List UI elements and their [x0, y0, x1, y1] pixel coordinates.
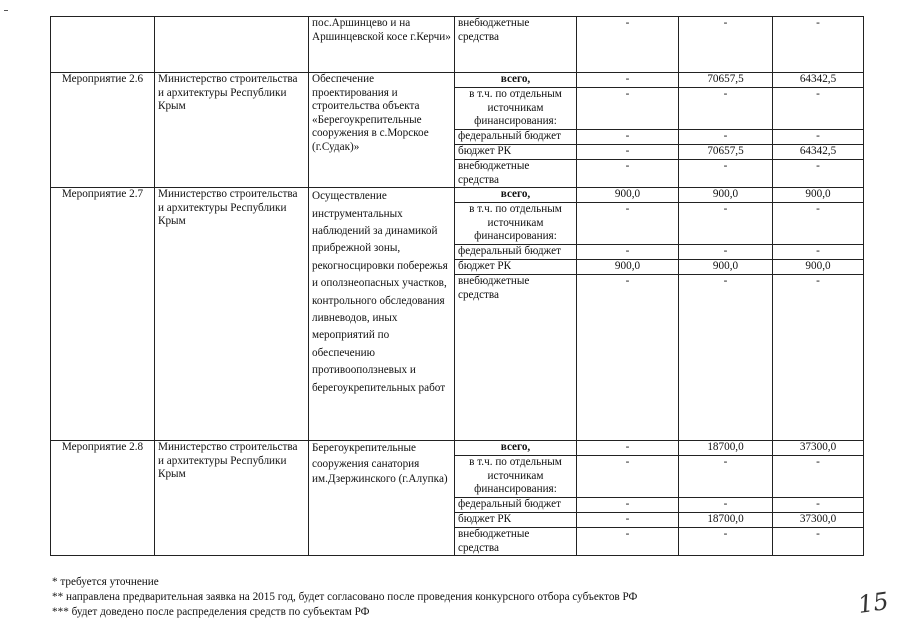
value-cell: 900,0 — [679, 188, 773, 203]
description-cell: Осуществление инструментальных наблюдений за динамикой прибрежной зоны, рекогносцировки побережья и оползнеопасных участков, контрольного обследования ливневодов, иных мероприятий по обеспечению противооползневых и берегоукрепительных работ — [309, 188, 455, 441]
value-cell: - — [679, 130, 773, 145]
value-cell: - — [577, 88, 679, 130]
source-cell: внебюджетные средства — [455, 528, 577, 556]
value-cell: - — [679, 245, 773, 260]
description-cell: Берегоукрепительные сооружения санатория им.Дзержинского (г.Алупка) — [309, 441, 455, 556]
page-number: 15 — [856, 587, 891, 619]
value-cell: - — [773, 456, 864, 498]
value-cell: - — [577, 275, 679, 441]
value-cell: 64342,5 — [773, 145, 864, 160]
value-cell: - — [679, 203, 773, 245]
executor-cell: Министерство строительства и архитектуры Республики Крым — [155, 73, 309, 188]
footnote: ** направлена предварительная заявка на 2015 год, будет согласовано после проведения конкурсного отбора субъектов РФ — [52, 591, 638, 603]
value-cell: - — [577, 203, 679, 245]
executor-cell: Министерство строительства и архитектуры Республики Крым — [155, 441, 309, 556]
source-cell: федеральный бюджет — [455, 130, 577, 145]
source-cell: бюджет РК — [455, 513, 577, 528]
value-cell: - — [773, 203, 864, 245]
value-cell: - — [773, 88, 864, 130]
source-cell: внебюджетные средства — [455, 160, 577, 188]
source-cell: федеральный бюджет — [455, 498, 577, 513]
event-cell — [51, 17, 155, 73]
value-cell: - — [577, 17, 679, 73]
financing-table — [50, 16, 864, 556]
value-cell: - — [679, 160, 773, 188]
executor-cell — [155, 17, 309, 73]
value-cell: - — [577, 130, 679, 145]
value-cell: - — [679, 528, 773, 556]
source-cell: внебюджетные средства — [455, 17, 577, 73]
executor-cell: Министерство строительства и архитектуры Республики Крым — [155, 188, 309, 441]
value-cell: 70657,5 — [679, 145, 773, 160]
scan-mark — [4, 10, 8, 11]
value-cell: - — [577, 528, 679, 556]
event-label: Мероприятие 2.7 — [51, 188, 155, 441]
value-cell: - — [773, 498, 864, 513]
source-cell: бюджет РК — [455, 145, 577, 160]
source-cell: бюджет РК — [455, 260, 577, 275]
value-cell: 18700,0 — [679, 513, 773, 528]
source-cell: в т.ч. по отдельным источникам финансирования: — [455, 203, 577, 245]
table-row — [51, 17, 864, 73]
table-row — [51, 188, 864, 203]
value-cell: 900,0 — [773, 188, 864, 203]
source-cell: всего, — [455, 441, 577, 456]
source-cell: в т.ч. по отдельным источникам финансирования: — [455, 456, 577, 498]
footnote: * требуется уточнение — [52, 576, 159, 588]
value-cell: - — [679, 498, 773, 513]
value-cell: - — [577, 245, 679, 260]
value-cell: - — [773, 245, 864, 260]
value-cell: - — [577, 456, 679, 498]
description-cell: Обеспечение проектирования и строительства объекта «Берегоукрепительные сооружения в с.Морское (г.Судак)» — [309, 73, 455, 188]
table-row — [51, 73, 864, 88]
footnotes — [52, 575, 637, 620]
table-row — [51, 441, 864, 456]
value-cell: - — [577, 498, 679, 513]
value-cell: - — [773, 130, 864, 145]
value-cell: - — [773, 528, 864, 556]
value-cell: 900,0 — [679, 260, 773, 275]
event-label: Мероприятие 2.6 — [51, 73, 155, 188]
value-cell: 37300,0 — [773, 441, 864, 456]
value-cell: 64342,5 — [773, 73, 864, 88]
event-label: Мероприятие 2.8 — [51, 441, 155, 556]
value-cell: - — [773, 275, 864, 441]
value-cell: 900,0 — [773, 260, 864, 275]
value-cell: - — [577, 441, 679, 456]
value-cell: - — [577, 73, 679, 88]
value-cell: - — [679, 275, 773, 441]
source-cell: всего, — [455, 188, 577, 203]
value-cell: 900,0 — [577, 260, 679, 275]
value-cell: - — [773, 160, 864, 188]
value-cell: 900,0 — [577, 188, 679, 203]
value-cell: - — [577, 145, 679, 160]
source-cell: всего, — [455, 73, 577, 88]
value-cell: - — [679, 456, 773, 498]
value-cell: - — [577, 160, 679, 188]
source-cell: в т.ч. по отдельным источникам финансирования: — [455, 88, 577, 130]
value-cell: 70657,5 — [679, 73, 773, 88]
description-cell: пос.Аршинцево и на Аршинцевской косе г.Керчи» — [309, 17, 455, 73]
footnote: *** будет доведено после распределения средств по субъектам РФ — [52, 606, 370, 618]
value-cell: - — [773, 17, 864, 73]
value-cell: - — [679, 88, 773, 130]
value-cell: - — [679, 17, 773, 73]
value-cell: 18700,0 — [679, 441, 773, 456]
value-cell: 37300,0 — [773, 513, 864, 528]
source-cell: внебюджетные средства — [455, 275, 577, 441]
value-cell: - — [577, 513, 679, 528]
source-cell: федеральный бюджет — [455, 245, 577, 260]
